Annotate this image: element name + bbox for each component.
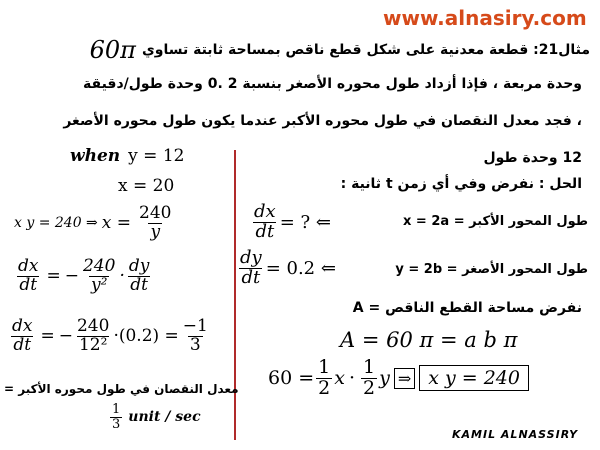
numerator: dx: [18, 256, 39, 276]
fraction-240-over-144: [75, 318, 111, 355]
denominator: 2: [363, 376, 376, 399]
fraction-dx-dt-2: [10, 318, 34, 355]
denominator: y²: [91, 274, 108, 295]
x-eq-lhs: x =: [101, 213, 132, 234]
denominator: dt: [255, 220, 275, 242]
x-equation: [14, 205, 176, 242]
area-eq-num: 60 =: [268, 367, 315, 390]
rate-factor: ·(0.2) =: [113, 326, 179, 347]
area-value: 60π: [89, 36, 136, 64]
fraction-half-x: [316, 358, 332, 399]
denominator: 3: [112, 416, 121, 432]
denominator: dt: [19, 274, 38, 295]
derivative-equation: $\frac{dx}{dt}$ = − $\frac{240}{\text{y²}}$ · $\frac{dy}{dt}$: [18, 256, 150, 295]
fraction-half-y: [361, 358, 377, 399]
solution-heading: الحل : نفرض وفي أي زمن t ثانية :: [340, 176, 582, 192]
major-rate-eq: [250, 203, 331, 242]
numerator: 240: [82, 256, 116, 276]
xy-product: x y = 240 ⇒: [14, 215, 98, 232]
unit-text: unit / sec: [128, 409, 201, 426]
numerator: dy: [240, 247, 262, 268]
minor-axis-label: طول المحور الأصغر = y = 2b: [395, 262, 588, 277]
fraction-one-third: [110, 403, 122, 431]
site-url: www.alnasiry.com: [383, 6, 587, 30]
numerator: 240: [76, 316, 110, 336]
numerator: dx: [254, 201, 276, 222]
numerator: 1: [318, 356, 331, 378]
when-word: when: [70, 146, 121, 166]
problem-text-1: مثال21: قطعة معدنية على شكل قطع ناقص بمساحة ثابتة تساوي: [141, 42, 590, 58]
divider-line: [234, 150, 236, 440]
major-axis-label: طول المحور الأكبر = x = 2a: [403, 214, 588, 229]
area-label: نفرض مساحة القطع الناقص = A: [352, 300, 582, 316]
final-answer: [108, 403, 201, 431]
problem-text-4: 12 وحدة طول: [483, 150, 582, 166]
denominator: y: [150, 221, 161, 242]
when-condition: [70, 146, 184, 166]
denominator: 2: [318, 376, 331, 399]
fraction-240-over-y2: [81, 258, 117, 295]
numerator: dy: [128, 256, 150, 276]
denominator: 12²: [78, 334, 108, 355]
denominator: dt: [13, 334, 32, 355]
fraction-dx-dt-major: [252, 203, 278, 242]
problem-line-1: [90, 36, 590, 64]
denominator: dt: [241, 266, 261, 288]
numerator: dx: [12, 316, 33, 336]
problem-text-2: وحدة مربعة ، فإذا أزداد طول محوره الأصغر بنسبة 2 .0 وحدة طول/دقيقة: [83, 76, 582, 92]
area-solved-equation: 60 = $\frac{1}{2}$ x · $\frac{1}{2}$ y ⇒ x y = 240: [268, 358, 529, 399]
fraction-240-over-y: [137, 205, 173, 242]
minor-rate-value: = 0.2 ⇐: [265, 257, 336, 279]
major-rate-value: = ? ⇐: [279, 211, 331, 233]
rate-label: معدل النقصان في طول محوره الأكبر =: [4, 382, 239, 396]
denominator: dt: [130, 274, 148, 295]
author-signature: KAMIL ALNASSIRY: [452, 428, 579, 441]
area-equation: A = 60 π = a b π: [340, 328, 518, 352]
numerator: 240: [139, 203, 172, 223]
problem-text-3: ، فجد معدل النقصان في طول محوره الأكبر عندما يكون طول محوره الأصغر: [63, 113, 582, 129]
fraction-dy-dt-minor: [238, 249, 264, 288]
fraction-neg1-over-3: [181, 318, 210, 355]
when-y: y = 12: [128, 146, 185, 166]
numerator: 1: [363, 356, 376, 378]
fraction-dx-dt: [16, 258, 40, 295]
numerator: −1: [182, 316, 208, 336]
boxed-result: x y = 240: [419, 365, 529, 391]
x-value: x = 20: [118, 176, 175, 196]
substitution-equation: $\frac{dx}{dt}$ = − $\frac{240}{\text{12²}}$ ·(0.2) = $\frac{-1}{3}$: [12, 316, 208, 355]
numerator: 1: [112, 402, 121, 417]
fraction-dy-dt: [127, 258, 152, 295]
minor-rate-eq: [236, 249, 336, 288]
denominator: 3: [189, 334, 201, 355]
